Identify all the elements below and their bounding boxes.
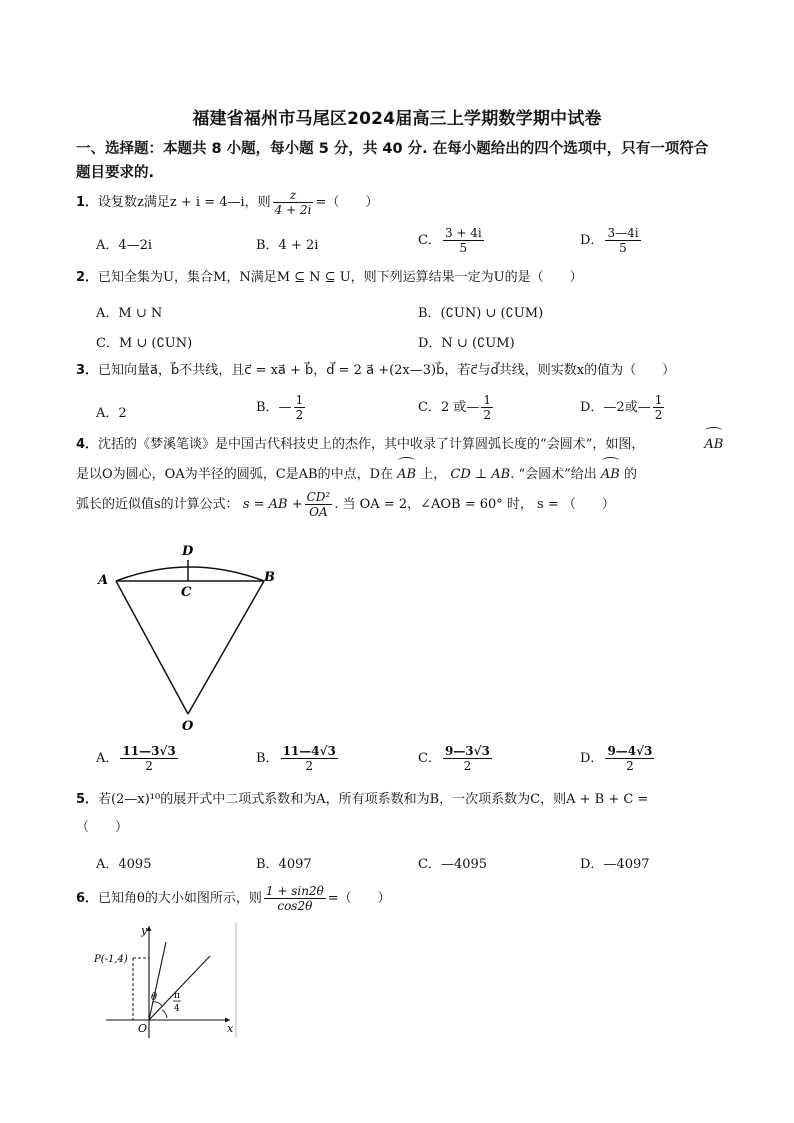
question-stem-end: =（ ） xyxy=(315,195,379,210)
question-number: 2． xyxy=(76,270,99,285)
option-c: C． $\frac{9—3√3}{2}$ xyxy=(418,744,490,773)
option-d: D． $\frac{9—4√3}{2}$ xyxy=(580,744,653,773)
radius-oa xyxy=(116,581,188,714)
question-4: 4．沈括的《梦溪笔谈》是中国古代科技史上的杰作，其中收录了计算圆弧长度的“会圆术”，如图， AB 是以O为圆心，OA为半径的圆弧，C是AB的中点，D在 AB 上， CD ⊥ AB. “会圆术”给出 AB 的 弧长的近似值s的计算公式： s = AB + $\frac{\text{CD²}}{OA}$ . 当 OA = 2，∠AOB = 60° 时， s = （ ） xyxy=(76,430,756,520)
option-c: C．2 或— $\frac{1}{2}$ xyxy=(418,393,491,422)
question-2 xyxy=(76,266,583,290)
question-number: 3． xyxy=(76,363,99,378)
option-a: A． $\frac{11—3√3}{2}$ xyxy=(96,744,176,773)
pi-4-arc xyxy=(162,1010,167,1018)
fraction: $\frac{1 + \sin 2\theta}{\cos 2\theta}$ xyxy=(265,884,324,913)
option-d: D． $\frac{3—4i}{5}$ xyxy=(580,226,639,255)
label-c: C xyxy=(181,585,192,600)
question-stem-end: =（ ） xyxy=(327,891,391,906)
label-four: 4 xyxy=(174,1004,180,1014)
label-x: x xyxy=(227,1022,234,1035)
arc-ab: AB xyxy=(704,430,723,460)
option-b: B．— $\frac{1}{2}$ xyxy=(256,393,304,422)
question-stem: 已知角θ的大小如图所示，则 xyxy=(98,891,262,906)
section-heading-line1: 一、选择题：本题共 8 小题，每小题 5 分，共 40 分. 在每小题给出的四个选项中，只有一项符合 xyxy=(76,141,709,157)
label-theta: θ xyxy=(151,992,158,1003)
label-p: P(-1,4) xyxy=(94,954,128,965)
option-b: B．4097 xyxy=(256,857,312,872)
question-number: 6． xyxy=(76,891,99,906)
sector-figure xyxy=(90,540,290,735)
option-d: D．N ∪ (∁UM) xyxy=(418,336,515,351)
option-b: B．(∁UN) ∪ (∁UM) xyxy=(418,306,544,321)
fraction: $\frac{z}{4 + 2i}$ xyxy=(274,188,312,217)
label-pi: π xyxy=(174,991,180,1001)
radius-ob xyxy=(188,581,264,714)
angle-figure xyxy=(88,920,248,1042)
ray-op xyxy=(149,942,166,1020)
label-y: y xyxy=(141,924,148,937)
option-c: C．—4095 xyxy=(418,857,488,872)
label-d: D xyxy=(182,544,194,559)
label-a: A xyxy=(98,573,109,588)
section-heading-line2: 题目要求的. xyxy=(76,165,155,181)
option-b: B．4 + 2i xyxy=(256,238,319,253)
question-number: 5． xyxy=(76,792,99,807)
label-o: O xyxy=(182,719,194,734)
question-number: 4． xyxy=(76,437,99,452)
question-stem: 已知全集为U，集合M，N满足M ⊆ N ⊆ U，则下列运算结果一定为U的是（ ） xyxy=(98,270,583,285)
option-c: C． $\frac{3 + 4i}{5}$ xyxy=(418,226,482,255)
option-c: C．M ∪ (∁UN) xyxy=(96,336,193,351)
question-6 xyxy=(76,884,391,913)
question-number: 1． xyxy=(76,195,99,210)
question-5-tail: （ ） xyxy=(76,820,129,835)
page-title: 福建省福州市马尾区2024届高三上学期数学期中试卷 xyxy=(192,109,602,129)
question-1 xyxy=(76,188,378,217)
question-3 xyxy=(76,359,675,383)
question-stem: 设复数z满足z + i = 4—i，则 xyxy=(98,195,271,210)
option-a: A．2 xyxy=(96,406,127,421)
option-a: A．4095 xyxy=(96,857,152,872)
question-stem: 已知向量a⃗，b⃗不共线，且c⃗ = xa⃗ + b⃗，d⃗ = 2 a⃗ +(2x—3)b⃗，若c⃗与d⃗共线，则实数x的值为（ ） xyxy=(98,363,676,378)
question-stem: 若(2—x)¹⁰的展开式中二项式系数和为A，所有项系数和为B，一次项系数为C，则A + B + C = xyxy=(98,792,649,807)
question-5 xyxy=(76,788,648,812)
section-heading xyxy=(76,137,756,185)
option-b: B． $\frac{11—4√3}{2}$ xyxy=(256,744,336,773)
fraction: $\frac{\text{CD²}}{OA}$ xyxy=(306,490,331,519)
label-b: B xyxy=(264,570,275,585)
option-d: D．—2或— $\frac{1}{2}$ xyxy=(580,393,663,422)
label-o: O xyxy=(138,1022,148,1035)
option-d: D．—4097 xyxy=(580,857,650,872)
y-axis-arrow xyxy=(147,926,152,931)
option-a: A．M ∪ N xyxy=(96,306,163,321)
option-a: A．4—2i xyxy=(96,238,153,253)
arc-ab-curve xyxy=(116,567,264,581)
